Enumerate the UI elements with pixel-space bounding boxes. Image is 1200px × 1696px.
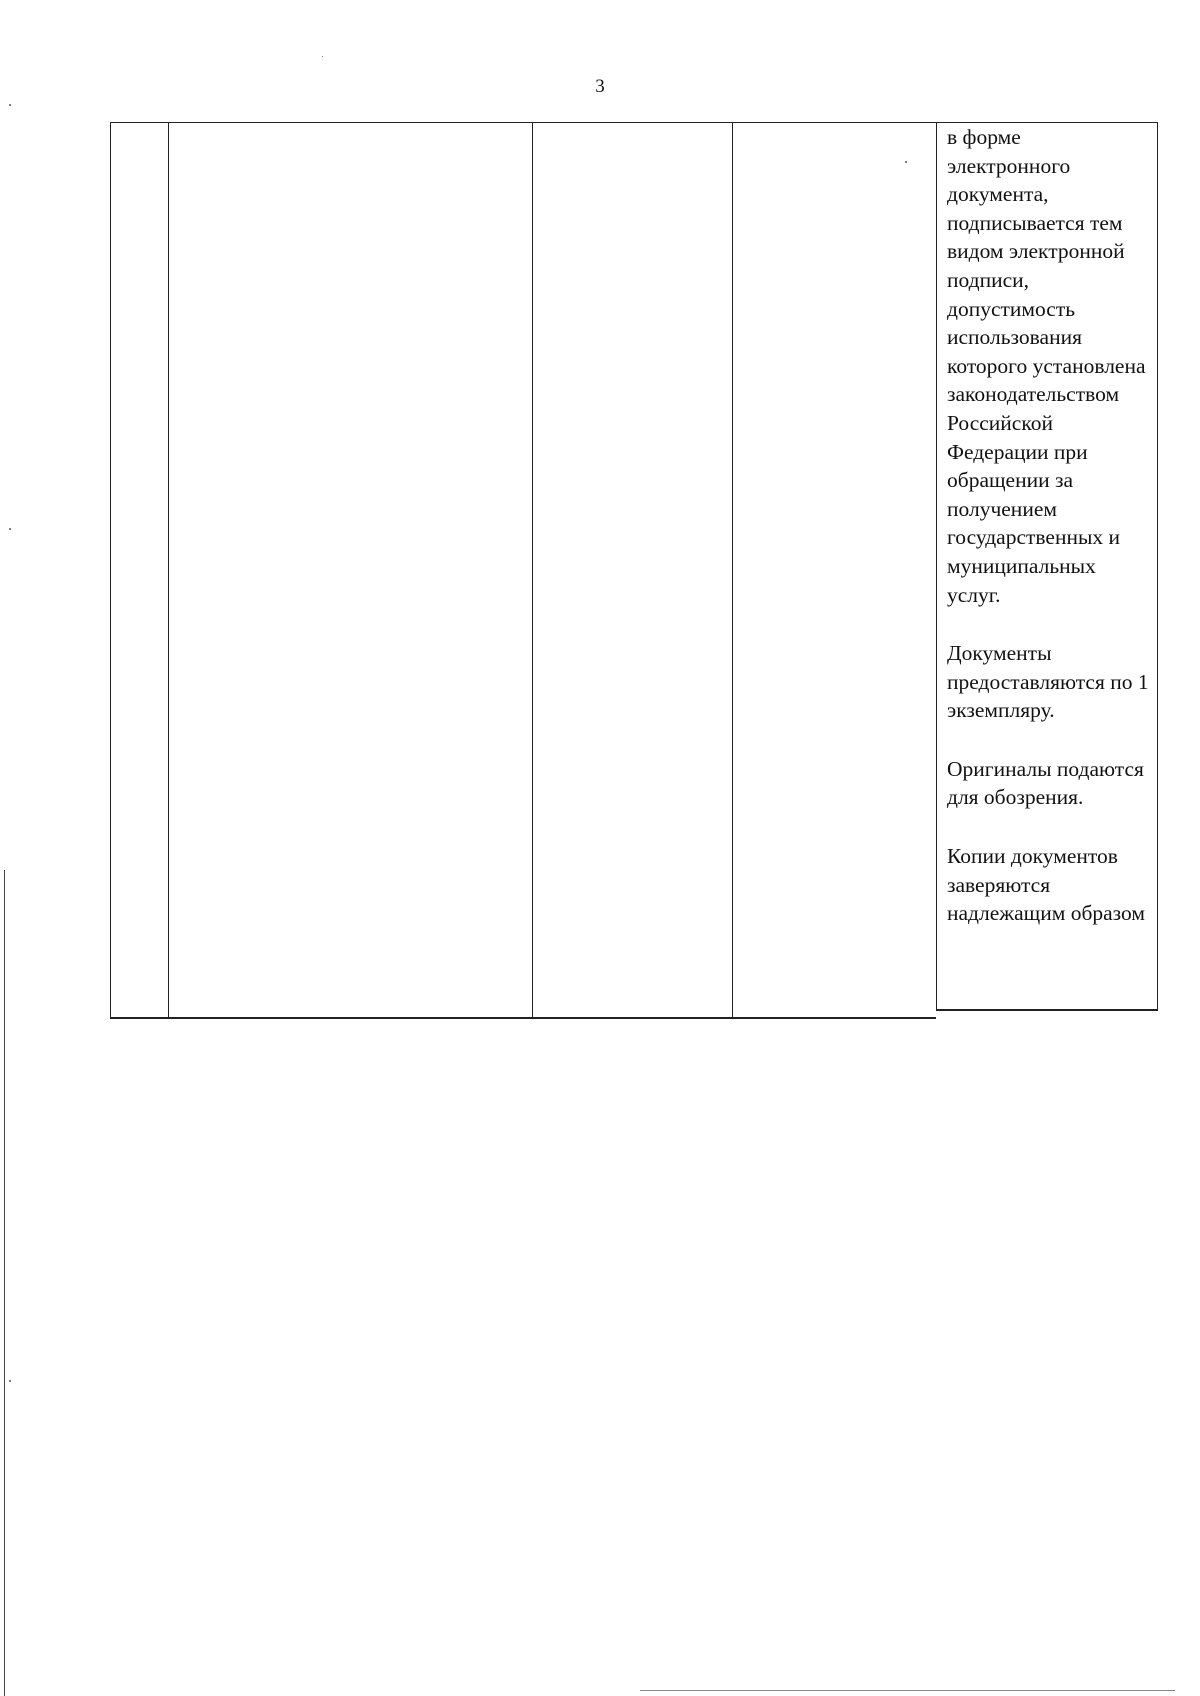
scan-edge-line — [4, 870, 5, 1696]
document-table — [110, 122, 1158, 1019]
scan-speck — [9, 104, 11, 106]
requirements-paragraph-2: Документы предоставляются по 1 экземпляру. — [947, 641, 1149, 723]
table-column-5 — [936, 122, 1158, 1011]
requirements-paragraph-4: Копии документов заверяются надлежащим образом — [947, 844, 1145, 926]
scan-speck — [322, 56, 323, 57]
requirements-paragraph-3: Оригиналы подаются для обозрения. — [947, 756, 1144, 810]
table-column-2 — [168, 122, 532, 1019]
table-column-4 — [732, 122, 936, 1019]
requirements-paragraph-1: в форме электронного документа, подписывается тем видом электронной подписи, допустимость использования которого установлена законодательством Российской Федерации при обращении за получением государственных и муниципальных услуг. — [947, 125, 1146, 607]
table-column-3 — [532, 122, 732, 1019]
page-number: 3 — [595, 76, 605, 97]
scan-speck — [9, 528, 11, 530]
scan-speck — [9, 1380, 11, 1382]
scan-bottom-line — [640, 1690, 1175, 1691]
scan-speck — [905, 161, 907, 163]
table-column-1 — [110, 122, 168, 1019]
